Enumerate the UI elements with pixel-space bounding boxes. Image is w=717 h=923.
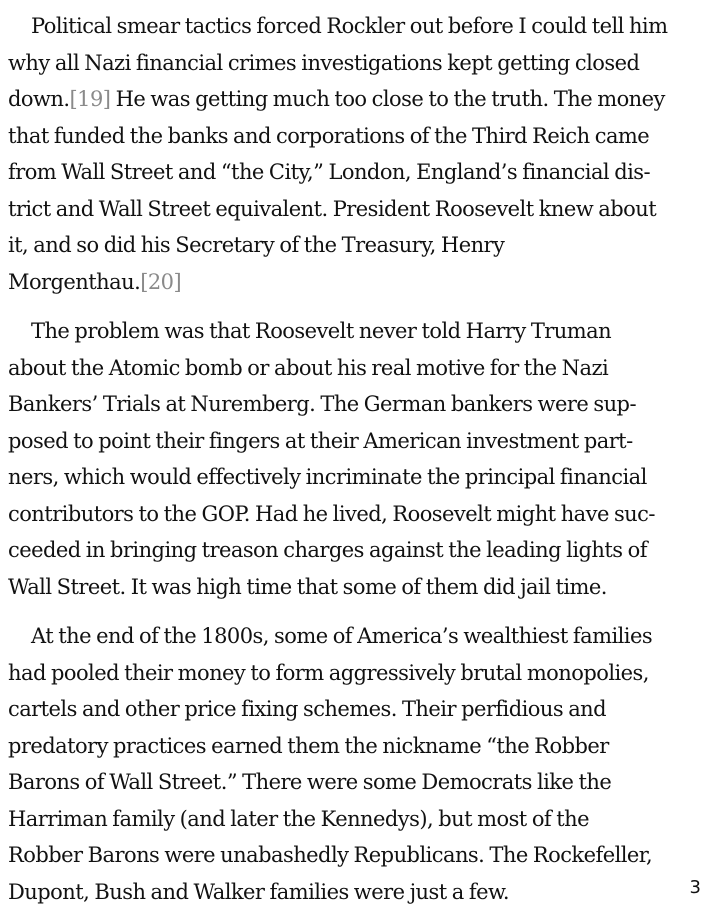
text-segment: Morgenthau. xyxy=(8,269,141,294)
text-line: The problem was that Roosevelt never told Harry Truman xyxy=(31,319,612,343)
paragraph-1 xyxy=(8,8,711,300)
text-line: that funded the banks and corporations of the Third Reich came xyxy=(8,123,650,148)
text-line: Bankers’ Trials at Nuremberg. The German bankers were sup- xyxy=(8,392,636,416)
text-line: had pooled their money to form aggressively brutal monopolies, xyxy=(8,660,649,685)
footnote-link-20[interactable]: [20] xyxy=(140,269,182,294)
text-line: At the end of the 1800s, some of America’s wealthiest families xyxy=(31,624,653,648)
text-line: Political smear tactics forced Rockler out before I could tell him xyxy=(31,14,668,38)
text-line: posed to point their fingers at their American investment part- xyxy=(8,428,633,453)
text-segment: down. xyxy=(8,87,70,111)
text-line: about the Atomic bomb or about his real motive for the Nazi xyxy=(8,355,609,380)
text-line: from Wall Street and “the City,” London, England’s financial dis- xyxy=(8,160,651,184)
text-line: trict and Wall Street equivalent. President Roosevelt knew about xyxy=(8,196,657,221)
text-segment: He was getting much too close to the truth. The money xyxy=(110,87,665,111)
text-line: Robber Barons were unabashedly Republicans. The Rockefeller, xyxy=(8,843,653,867)
text-line xyxy=(8,264,711,301)
text-line: cartels and other price fixing schemes. Their perfidious and xyxy=(8,697,607,721)
page-number: 3 xyxy=(689,877,701,898)
paragraph-2 xyxy=(8,313,711,605)
paragraph-3 xyxy=(8,618,711,910)
text-line: ners, which would effectively incriminate the principal financial xyxy=(8,465,647,489)
text-line: Wall Street. It was high time that some of them did jail time. xyxy=(8,574,607,599)
text-line: why all Nazi financial crimes investigations kept getting closed xyxy=(8,50,640,75)
text-line: it, and so did his Secretary of the Treasury, Henry xyxy=(8,233,505,257)
text-line: Barons of Wall Street.” There were some Democrats like the xyxy=(8,770,612,794)
text-line xyxy=(8,81,711,118)
text-line: ceeded in bringing treason charges against the leading lights of xyxy=(8,538,647,562)
page-body xyxy=(8,8,711,923)
text-line: contributors to the GOP. Had he lived, Roosevelt might have suc- xyxy=(8,501,655,526)
text-line: predatory practices earned them the nickname “the Robber xyxy=(8,733,609,758)
text-line: Dupont, Bush and Walker families were just a few. xyxy=(8,879,510,904)
footnote-link-19[interactable]: [19] xyxy=(69,87,111,111)
text-line: Harriman family (and later the Kennedys), but most of the xyxy=(8,806,589,831)
